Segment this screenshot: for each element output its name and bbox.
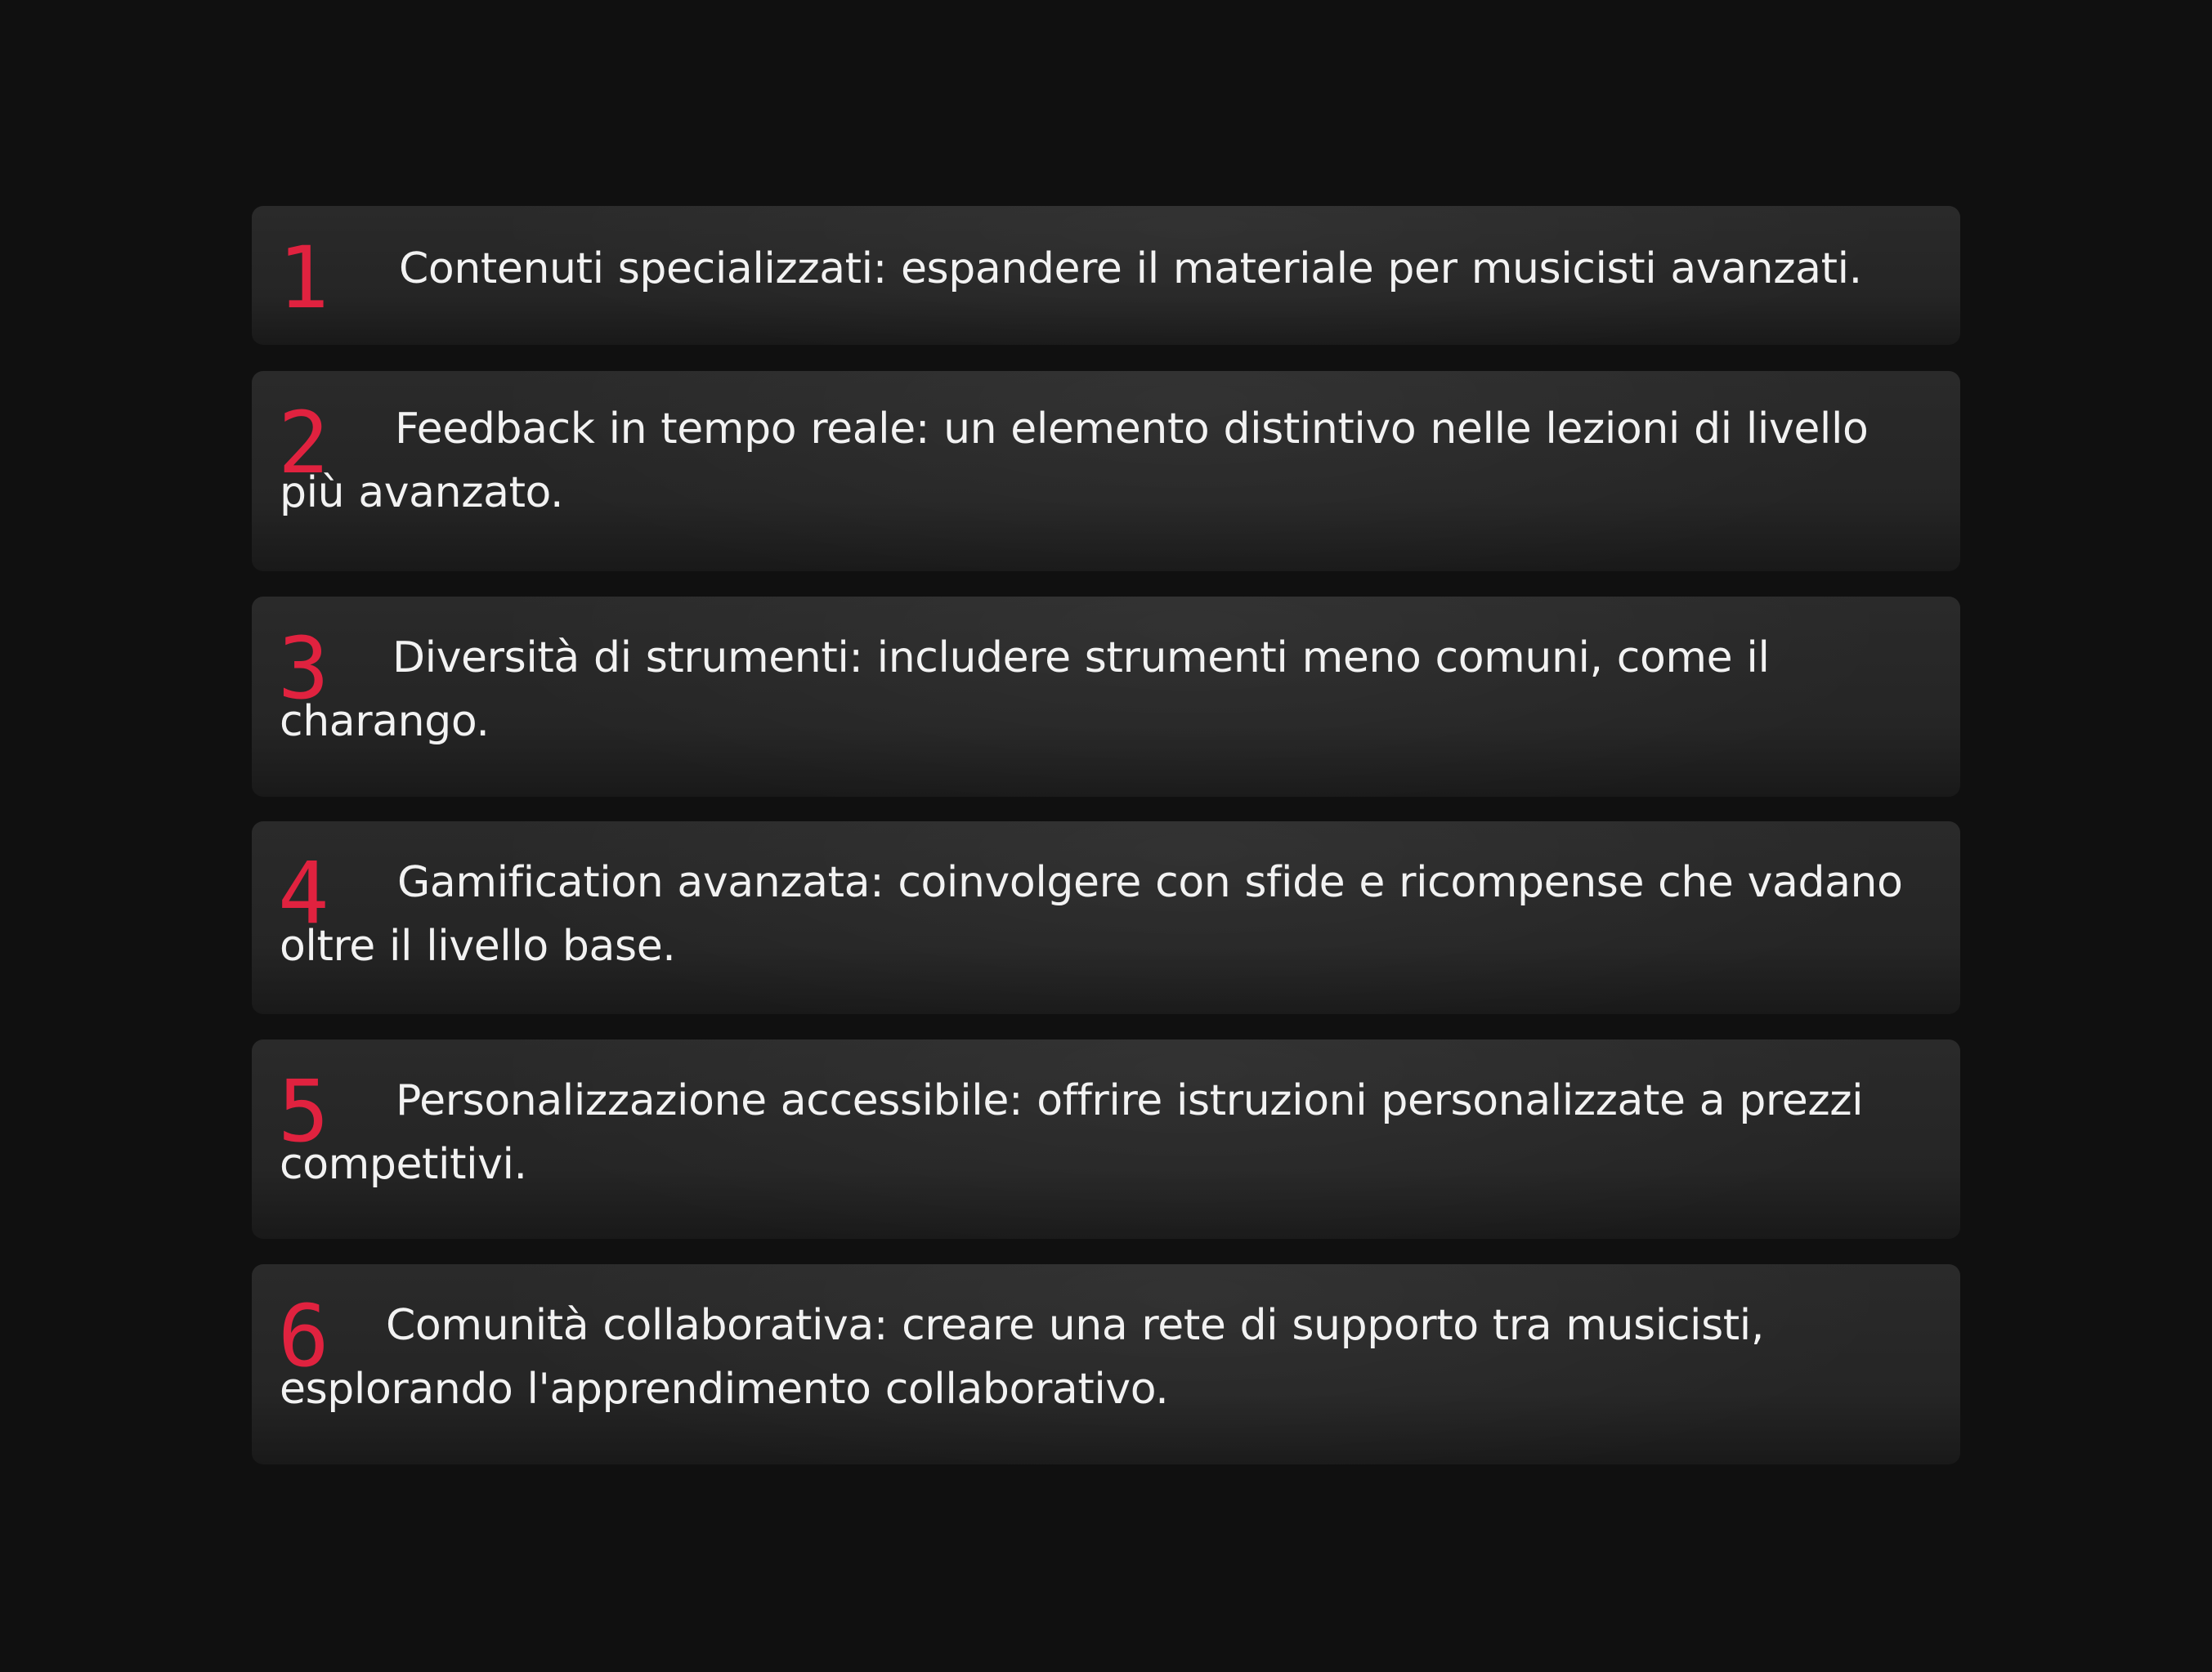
item-text: Contenuti specializzati: espandere il materiale per musicisti avanzati.: [399, 244, 1862, 293]
item-number: 5: [278, 1062, 329, 1161]
list-item: [252, 1264, 1960, 1464]
list-item: [252, 206, 1960, 345]
item-number: 3: [278, 619, 329, 718]
item-number: 6: [278, 1286, 329, 1386]
item-text: Feedback in tempo reale: un elemento distintivo nelle lezioni di livello più avanzato.: [280, 405, 1869, 517]
item-text: Comunità collaborativa: creare una rete di supporto tra musicisti, esplorando l'apprendimento collaborativo.: [280, 1301, 1764, 1414]
item-text: Diversità di strumenti: includere strumenti meno comuni, come il charango.: [280, 633, 1770, 746]
list-item: [252, 821, 1960, 1014]
list-item: [252, 1039, 1960, 1239]
item-number: 2: [278, 393, 329, 493]
item-number: 4: [278, 843, 329, 943]
item-text: Gamification avanzata: coinvolgere con sfide e ricompense che vadano oltre il livello base.: [280, 858, 1903, 971]
item-text: Personalizzazione accessibile: offrire istruzioni personalizzate a prezzi competitivi.: [280, 1076, 1864, 1189]
list-item: [252, 597, 1960, 797]
item-number: 1: [278, 228, 329, 328]
list-item: [252, 371, 1960, 571]
